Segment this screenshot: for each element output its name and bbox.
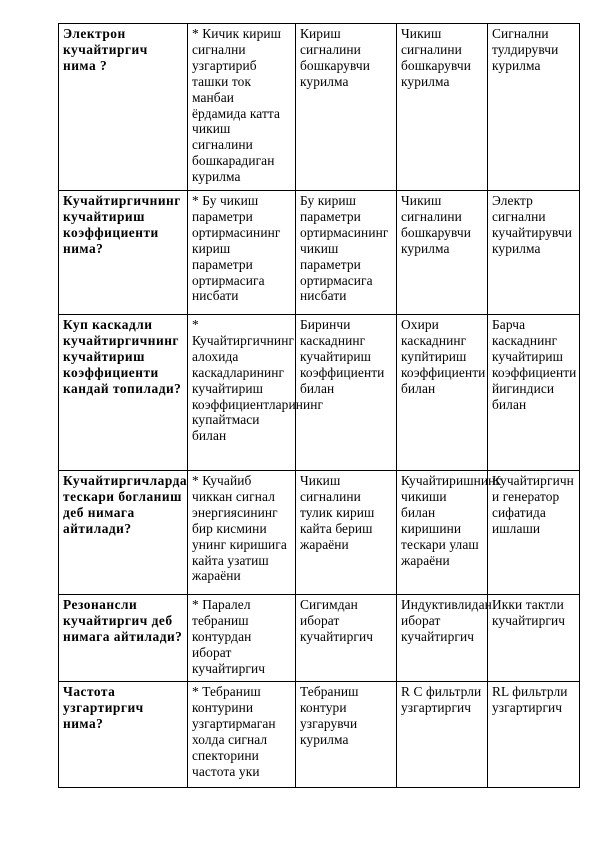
question-cell: Кучайтиргичнинг кучайтириш коэффициенти нима? — [59, 191, 188, 315]
answer-cell-correct: * Бу чикиш параметри ортирмасининг кириш параметри ортирмасига нисбати — [188, 191, 296, 315]
answer-cell: Охири каскаднинг купйтириш коэффициенти билан — [397, 315, 488, 471]
answer-cell: Барча каскаднинг кучайтириш коэффициенти йигиндиси билан — [488, 315, 580, 471]
answer-cell: Индуктивлидан иборат кучайтиргич — [397, 595, 488, 682]
answer-cell: Тебраниш контури узгарувчи курилма — [296, 682, 397, 788]
table-row — [59, 471, 580, 595]
answer-cell-correct: * Тебраниш контурини узгартирмаган холда сигнал спекторини частота уки — [188, 682, 296, 788]
answer-cell: Биринчи каскаднинг кучайтириш коэффициенти билан — [296, 315, 397, 471]
question-cell: Резонансли кучайтиргич деб нимага айтилади? — [59, 595, 188, 682]
question-cell: Кучайтиргичларда тескари богланиш деб нимага айтилади? — [59, 471, 188, 595]
table-row — [59, 595, 580, 682]
answer-cell-correct: * Паралел тебраниш контурдан иборат кучайтиргич — [188, 595, 296, 682]
answer-cell: Кучайтиргичн и генератор сифатида ишлаши — [488, 471, 580, 595]
table-row — [59, 315, 580, 471]
answer-cell: Сигнални тулдирувчи курилма — [488, 24, 580, 191]
table-row — [59, 191, 580, 315]
quiz-table — [58, 23, 580, 788]
table-row — [59, 24, 580, 191]
answer-cell: R C фильтрли узгартиргич — [397, 682, 488, 788]
answer-cell: Икки тактли кучайтиргич — [488, 595, 580, 682]
answer-cell-correct: * Кучайтиргичнинг алохида каскадларининг кучайтириш коэффициентларининг купайтмаси билан — [188, 315, 296, 471]
answer-cell-correct: * Кучайиб чиккан сигнал энергиясининг бир кисмини унинг киришига кайта узатиш жараёни — [188, 471, 296, 595]
question-cell: Электрон кучайтиргич нима ? — [59, 24, 188, 191]
answer-cell: Чикиш сигналини бошкарувчи курилма — [397, 191, 488, 315]
answer-cell: Кириш сигналини бошкарувчи курилма — [296, 24, 397, 191]
answer-cell-correct: * Кичик кириш сигнални узгартириб ташки ток манбаи ёрдамида катта чикиш сигналини бошкарадиган курилма — [188, 24, 296, 191]
answer-cell: Сигимдан иборат кучайтиргич — [296, 595, 397, 682]
answer-cell: Чикиш сигналини тулик кириш кайта бериш жараёни — [296, 471, 397, 595]
table-row — [59, 682, 580, 788]
answer-cell: Электр сигнални кучайтирувчи курилма — [488, 191, 580, 315]
answer-cell: Бу кириш параметри ортирмасининг чикиш параметри ортирмасига нисбати — [296, 191, 397, 315]
answer-cell: RL фильтрли узгартиргич — [488, 682, 580, 788]
answer-cell: Кучайтиришнинг чикиши билан киришини тескари улаш жараёни — [397, 471, 488, 595]
question-cell: Куп каскадли кучайтиргичнинг кучайтириш коэффициенти кандай топилади? — [59, 315, 188, 471]
question-cell: Частота узгартиргич нима? — [59, 682, 188, 788]
answer-cell: Чикиш сигналини бошкарувчи курилма — [397, 24, 488, 191]
